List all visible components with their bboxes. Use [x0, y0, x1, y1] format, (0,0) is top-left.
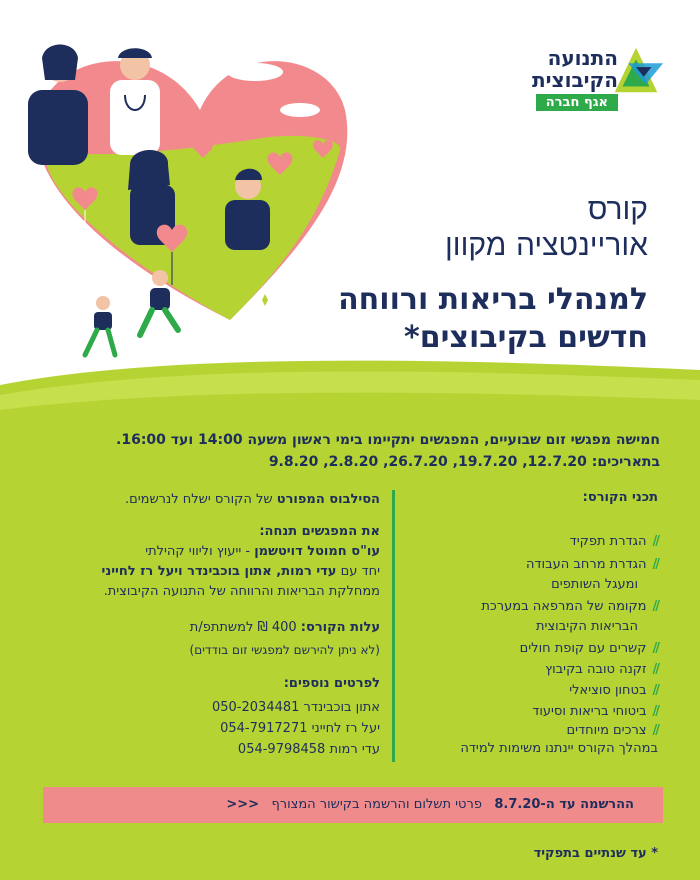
list-item: //זקנה טובה בקיבוץ: [545, 662, 658, 677]
intro-dates: [30, 452, 660, 472]
list-item: //מקומה של המרפאה במערכת: [481, 599, 658, 614]
title-line-new-kibbutz: חדשים בקיבוצים*: [404, 320, 648, 355]
dates-label: בתאריכים:: [591, 454, 660, 470]
list-item: //בטחון סוציאלי: [569, 683, 658, 698]
list-item-continued: ומעגל השותפים: [551, 577, 638, 592]
intro-schedule: חמישה מפגשי זום שבועיים, המפגשים יתקיימו בימי ראשון משעה 14:00 ועד 16:00.: [116, 432, 660, 448]
facilitator-line: עו"ס חמוטל דויטשמן - ייעוץ וליווי קהילתי: [145, 544, 380, 559]
column-divider: [392, 490, 395, 762]
contact-row: עדי רמות 054-9798458: [237, 742, 380, 757]
list-item: //קשרים עם קופת חולים: [519, 641, 658, 656]
title-line-online: אוריינטציה מקוון: [445, 228, 648, 263]
list-item: //הגדרת מרחב העבודה: [525, 557, 658, 572]
more-details-heading: לפרטים נוספים:: [283, 676, 380, 691]
together-line: יחד עם עדי רמות, אתון בוכבינדר ויעל רז לחייני: [101, 564, 380, 579]
man-figure: [28, 45, 88, 166]
course-cost: עלות הקורס: 400 ₪ למשתתפ/ת: [189, 620, 380, 635]
logo-badge: אגף חברה: [536, 94, 618, 111]
list-item: //צרכים מיוחדים: [566, 723, 658, 738]
logo-text-line2: הקיבוצית: [531, 68, 618, 92]
facilitators-heading: את המפגשים תנחה:: [259, 524, 380, 539]
title-line-managers: למנהלי בריאות ורווחה: [338, 282, 648, 317]
title-line-course: קורס: [587, 192, 648, 227]
contact-row: יעל רז לחייני 054-7917271: [220, 721, 380, 736]
running-boy: [85, 296, 115, 355]
course-content-heading: תכני הקורס:: [582, 490, 658, 505]
cost-note: (לא ניתן להירשם למפגשי זום בודדים): [189, 643, 380, 657]
list-item: //ביטוחי בריאות וסיעוד: [532, 704, 658, 719]
dates-value: 12.7.20, 19.7.20, 26.7.20, 2.8.20, 9.8.20: [268, 454, 587, 470]
registration-deadline: ההרשמה עד ה-8.7.20: [494, 797, 634, 812]
logo-text-line1: התנועה: [547, 46, 618, 70]
list-item: //הגדרת תפקיד: [569, 534, 658, 549]
registration-details: פרטי תשלום והרשמה בקישור המצורף: [271, 797, 482, 812]
contact-row: אתון בוכבינדר 050-2034481: [212, 700, 380, 715]
list-item-continued: הבריאות הקיבוצית: [535, 619, 638, 634]
kibbutz-movement-logo-icon: [607, 42, 665, 100]
syllabus-note: הסילבוס המפורט של הקורס ישלח לנרשמים.: [124, 492, 380, 507]
registration-text[interactable]: [54, 796, 634, 814]
course-content-footer: במהלך הקורס יינתנו משימות למידה: [460, 741, 658, 756]
registration-arrows: <<<: [226, 797, 260, 812]
footnote: * עד שנתיים בתפקיד: [533, 846, 658, 861]
department-line: ממחלקת הבריאות והרווחה של התנועה הקיבוצית.: [103, 584, 380, 599]
